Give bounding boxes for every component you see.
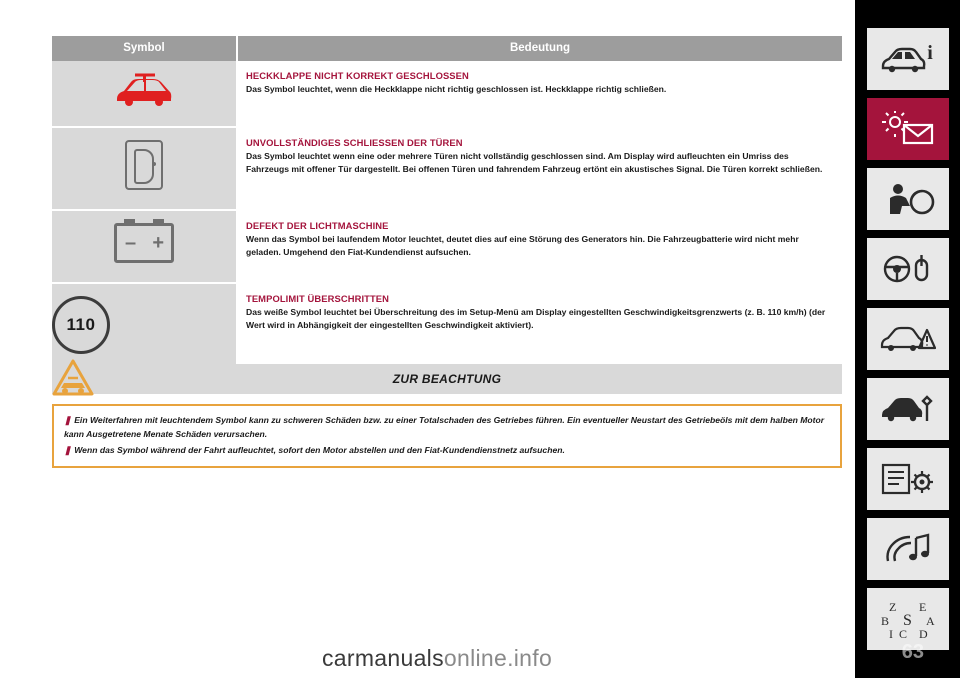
sidebar-item-start-drive[interactable] <box>867 238 949 300</box>
table-row <box>52 283 842 369</box>
column-header-symbol: Symbol <box>52 36 237 61</box>
watermark-strong: carmanuals <box>322 645 444 671</box>
car-info-icon <box>880 43 936 75</box>
svg-text:i: i <box>927 43 933 64</box>
column-header-meaning: Bedeutung <box>237 36 842 61</box>
meaning-cell <box>237 61 842 127</box>
note-line <box>64 414 830 442</box>
symbols-table <box>52 36 842 370</box>
door-open-icon <box>125 140 163 190</box>
car-maintenance-icon <box>880 393 936 425</box>
note-title: ZUR BEACHTUNG <box>392 372 502 386</box>
sidebar-item-maintenance[interactable] <box>867 378 949 440</box>
page-number: 63 <box>901 641 924 663</box>
note-line-text: Wenn das Symbol während der Fahrt aufleuchtet, sofort den Motor abstellen und den Fiat-Kundendienstnetz aufsuchen. <box>74 444 565 455</box>
row-body: Das Symbol leuchtet, wenn die Heckklappe nicht richtig geschlossen ist. Heckklappe richtig schließen. <box>246 84 667 94</box>
table-row <box>52 127 842 210</box>
watermark-dim: online.info <box>443 645 553 671</box>
sidebar-item-multimedia[interactable] <box>867 518 949 580</box>
note-header <box>52 364 842 394</box>
technical-data-icon <box>880 462 936 496</box>
warning-triangle-icon <box>52 358 94 398</box>
svg-text:I: I <box>889 627 893 641</box>
symbol-cell <box>52 61 237 127</box>
svg-text:S: S <box>903 612 912 629</box>
boot-open-icon <box>113 73 175 107</box>
speed-limit-icon: 110 <box>52 296 110 354</box>
meaning-cell <box>237 210 842 283</box>
row-title: UNVOLLSTÄNDIGES SCHLIESSEN DER TÜREN <box>246 137 463 148</box>
sidebar-item-technical-data[interactable] <box>867 448 949 510</box>
index-alphabet-icon <box>877 597 939 641</box>
table-row <box>52 210 842 283</box>
table-row <box>52 61 842 127</box>
meaning-cell <box>237 127 842 210</box>
svg-text:C: C <box>899 627 908 641</box>
note-bullet: ❚ <box>64 415 72 425</box>
symbol-cell <box>52 283 237 369</box>
row-title: HECKKLAPPE NICHT KORREKT GESCHLOSSEN <box>246 70 469 81</box>
sidebar-item-emergency[interactable] <box>867 308 949 370</box>
row-body: Das Symbol leuchtet wenn eine oder mehrere Türen nicht vollständig geschlossen sind. Am Display wird aufleuchten ein Umriss des Fahrzeugs mit offener Tür dargestellt. Bei offenen Türen und fahrendem Fahrzeug ertönt ein akustisches Signal. Die Türen korrekt schließen. <box>246 151 823 175</box>
watermark <box>322 645 552 672</box>
battery-icon: – + <box>114 223 174 263</box>
note-body <box>52 404 842 468</box>
svg-text:Z: Z <box>889 600 897 614</box>
svg-text:E: E <box>919 600 927 614</box>
note-line-text: Ein Weiterfahren mit leuchtendem Symbol kann zu schweren Schäden bzw. zu einer Totalschaden des Getriebes führen. Ein eventueller Neustart des Getriebeöls mit dem halben Motor kann Ausgetretene Menate Schäden verursachen. <box>64 415 825 439</box>
chapter-sidebar <box>855 0 960 678</box>
steering-wheel-start-icon <box>880 252 936 286</box>
row-body: Das weiße Symbol leuchtet bei Überschreitung des im Setup-Menü am Display eingestellten Geschwindigkeitsgrenzwerts (z. B. 110 km/h) (der Wert wird in Abhängigkeit der eingestellten Geschwindigkeit aktiviert). <box>246 307 826 331</box>
airbag-safety-icon <box>880 180 936 218</box>
note-bullet: ❚ <box>64 444 72 455</box>
note-line <box>64 444 830 458</box>
meaning-cell <box>237 283 842 369</box>
row-title: TEMPOLIMIT ÜBERSCHRITTEN <box>246 293 390 304</box>
table-header-row <box>52 36 842 61</box>
sidebar-item-dashboard-warnings[interactable] <box>867 98 949 160</box>
row-body: Wenn das Symbol bei laufendem Motor leuchtet, deutet dies auf eine Störung des Generators hin. Die Fahrzeugbatterie wird nicht mehr geladen. Umgehend den Fiat-Kundendienst aufsuchen. <box>246 234 799 258</box>
svg-text:A: A <box>926 614 935 628</box>
svg-text:D: D <box>919 627 928 641</box>
multimedia-icon <box>882 532 934 566</box>
sidebar-item-car-info[interactable] <box>867 28 949 90</box>
sidebar-item-safety[interactable] <box>867 168 949 230</box>
emergency-roadside-icon <box>880 323 936 355</box>
symbol-cell <box>52 210 237 283</box>
row-title: DEFEKT DER LICHTMASCHINE <box>246 220 389 231</box>
symbol-cell <box>52 127 237 210</box>
svg-text:B: B <box>881 614 890 628</box>
dashboard-warning-mail-icon <box>880 111 936 147</box>
